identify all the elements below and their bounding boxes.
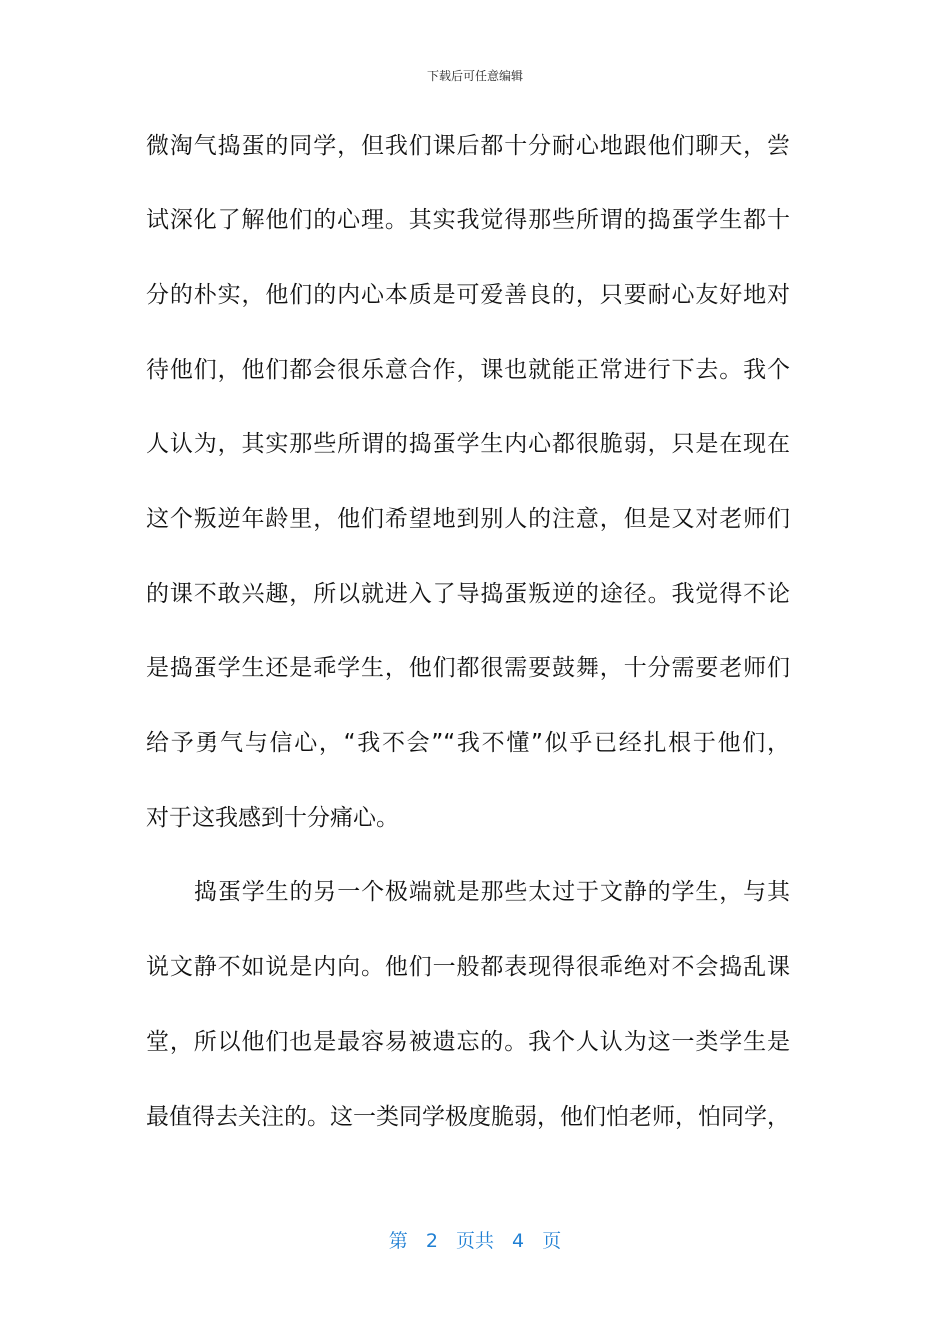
text-line: 分的朴实，他们的内心本质是可爱善良的，只要耐心友好地对 [146, 282, 790, 308]
text-line: 人认为，其实那些所谓的捣蛋学生内心都很脆弱，只是在现在 [146, 431, 790, 457]
text-line: 最值得去关注的。这一类同学极度脆弱，他们怕老师，怕同学， [146, 1104, 790, 1130]
footer-suffix: 页 [542, 1230, 562, 1252]
current-page: 2 [425, 1230, 438, 1252]
text-line: 待他们，他们都会很乐意合作，课也就能正常进行下去。我个 [146, 357, 790, 383]
text-line: 对于这我感到十分痛心。 [146, 805, 399, 831]
text-line: 的课不敢兴趣，所以就进入了导捣蛋叛逆的途径。我觉得不论 [146, 581, 790, 607]
text-line: 这个叛逆年龄里，他们希望地到别人的注意，但是又对老师们 [146, 506, 790, 532]
text-line: 试深化了解他们的心理。其实我觉得那些所谓的捣蛋学生都十 [146, 207, 790, 233]
text-line: 说文静不如说是内向。他们一般都表现得很乖绝对不会捣乱课 [146, 954, 790, 980]
text-line: 微淘气捣蛋的同学，但我们课后都十分耐心地跟他们聊天，尝 [146, 133, 790, 159]
paragraph-start-line: 捣蛋学生的另一个极端就是那些太过于文静的学生，与其 [194, 879, 790, 905]
page-header: 下载后可任意编辑 [426, 69, 523, 83]
footer-prefix: 第 [388, 1230, 408, 1252]
text-line: 给予勇气与信心，“我不会”“我不懂”似乎已经扎根于他们， [146, 730, 790, 756]
total-pages: 4 [512, 1230, 525, 1252]
page-number-footer [0, 1226, 950, 1253]
text-line: 堂，所以他们也是最容易被遗忘的。我个人认为这一类学生是 [146, 1029, 790, 1055]
text-line: 是捣蛋学生还是乖学生，他们都很需要鼓舞，十分需要老师们 [146, 655, 790, 681]
footer-middle: 页共 [455, 1230, 494, 1252]
